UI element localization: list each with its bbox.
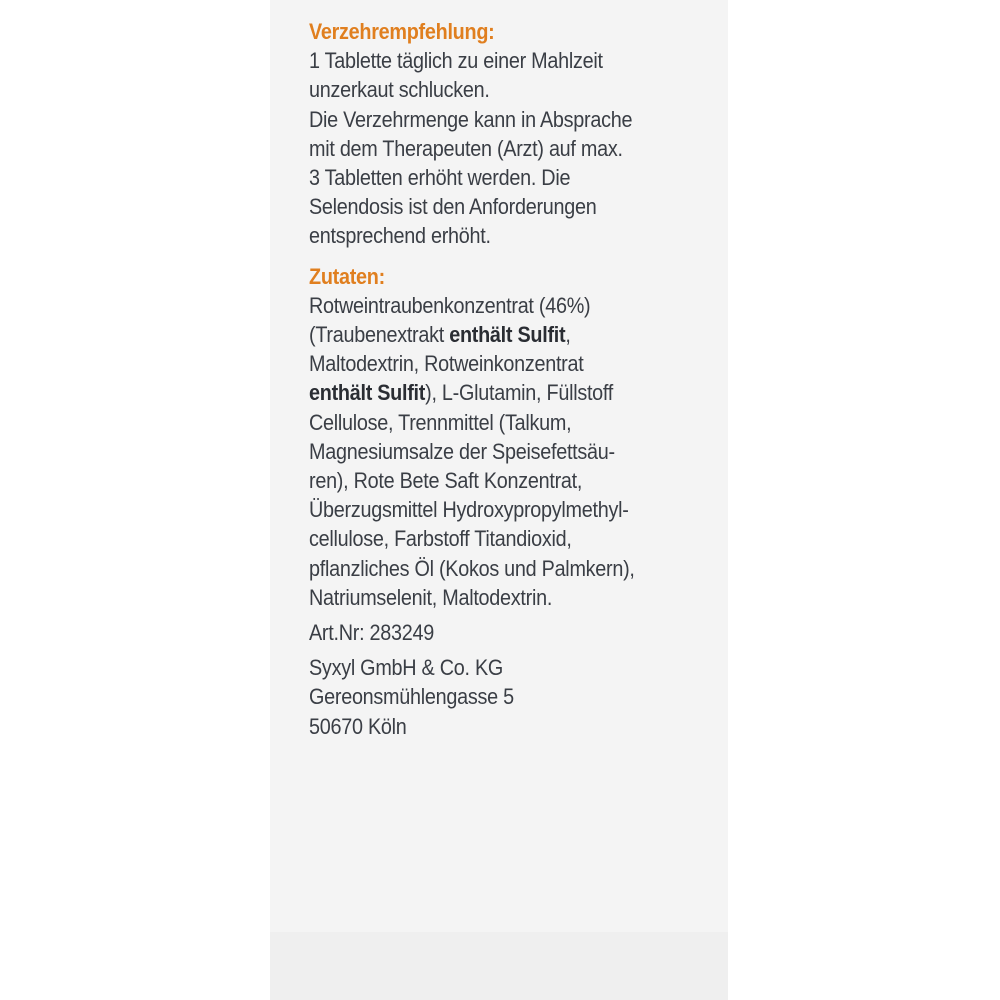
ingredients-line	[309, 320, 719, 349]
ingredients-line: Rotweintraubenkonzentrat (46%)	[309, 292, 591, 318]
ingredients-line: pflanzliches Öl (Kokos und Palmkern),	[309, 555, 635, 581]
label-panel-bottom-strip	[270, 932, 728, 1000]
dosage-line: entsprechend erhöht.	[309, 223, 491, 249]
ingredients-line	[309, 378, 719, 407]
company-name: Syxyl GmbH & Co. KG	[309, 655, 504, 681]
article-number: Art.Nr: 283249	[309, 620, 435, 646]
ingredients-line: Natriumselenit, Maltodextrin.	[309, 584, 553, 610]
company-street: Gereonsmühlengasse 5	[309, 684, 514, 710]
allergen-sulfite-notice: enthält Sulfit	[449, 322, 566, 348]
ingredients-heading: Zutaten:	[309, 263, 385, 289]
dosage-heading: Verzehrempfehlung:	[309, 19, 495, 44]
ingredients-text: ), L-Glutamin, Füllstoff	[425, 380, 614, 406]
dosage-line: 3 Tabletten erhöht werden. Die	[309, 165, 571, 191]
ingredients-line: Überzugsmittel Hydroxypropylmethyl-	[309, 497, 629, 523]
ingredients-text: ,	[565, 322, 571, 348]
dosage-line: Die Verzehrmenge kann in Absprache	[309, 106, 633, 132]
dosage-line: 1 Tablette täglich zu einer Mahlzeit	[309, 48, 603, 74]
label-text	[309, 17, 719, 741]
allergen-sulfite-notice: enthält Sulfit	[309, 380, 426, 406]
dosage-line: mit dem Therapeuten (Arzt) auf max.	[309, 135, 623, 161]
company-city: 50670 Köln	[309, 713, 407, 739]
section-spacer	[309, 251, 719, 262]
dosage-line: unzerkaut schlucken.	[309, 77, 490, 103]
ingredients-line: Maltodextrin, Rotweinkonzentrat	[309, 351, 584, 377]
ingredients-line: cellulose, Farbstoff Titandioxid,	[309, 526, 572, 552]
dosage-line: Selendosis ist den Anforderungen	[309, 194, 597, 220]
ingredients-line: ren), Rote Bete Saft Konzentrat,	[309, 468, 583, 494]
ingredients-text: (Traubenextrakt	[309, 322, 450, 348]
ingredients-line: Magnesiumsalze der Speisefettsäu-	[309, 438, 615, 464]
ingredients-line: Cellulose, Trennmittel (Talkum,	[309, 409, 572, 435]
